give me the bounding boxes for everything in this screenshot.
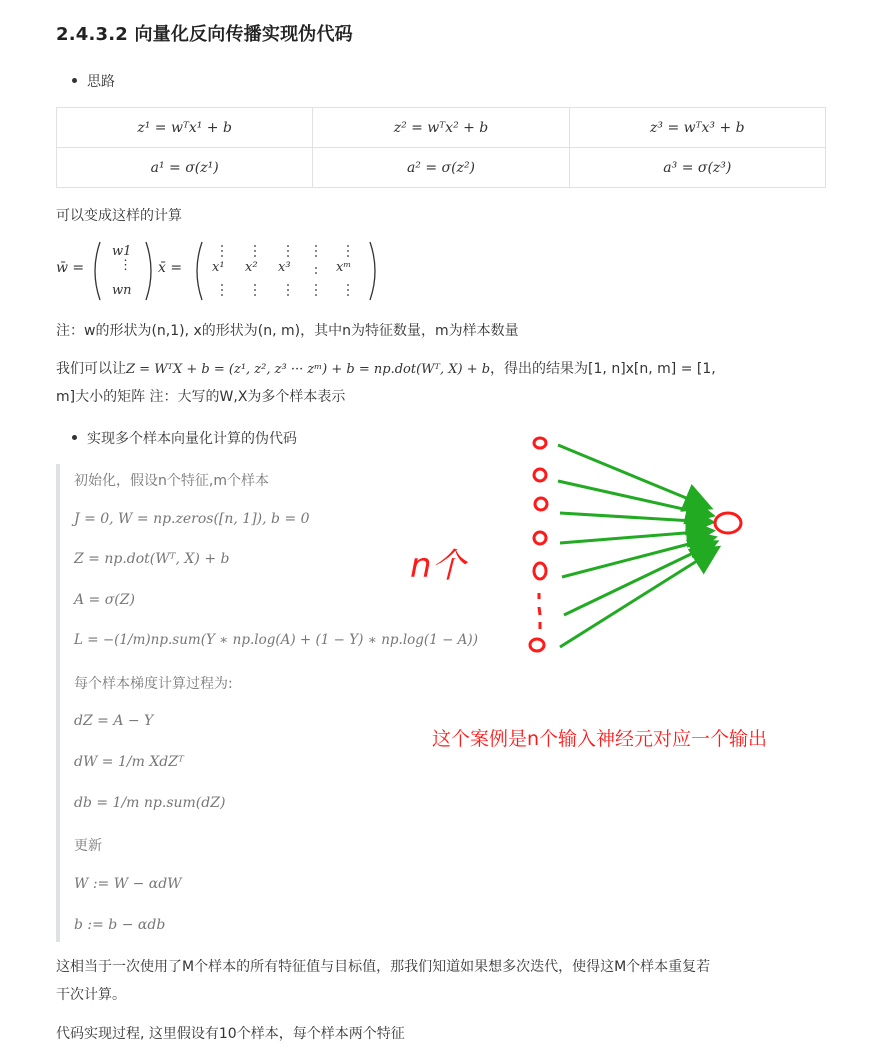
pseudo-line: W := W − αdW bbox=[74, 876, 182, 892]
matrix-w-entry: ⋮ bbox=[119, 258, 132, 273]
para-equiv-line1: 这相当于一次使用了M个样本的所有特征值与目标值，那我们知道如果想多次迭代，使得这M个样本重复若 bbox=[56, 959, 711, 975]
matrix-x-label: x̄ = bbox=[158, 260, 183, 276]
para-z-suffix: ，得出的结果为[1, n]x[n, m] = [1, bbox=[490, 361, 716, 377]
pseudo-grad-heading: 每个样本梯度计算过程为: bbox=[74, 676, 233, 692]
matrix-x-entry: xᵐ bbox=[336, 260, 352, 275]
can-become-text: 可以变成这样的计算 bbox=[56, 208, 182, 224]
pseudo-init: 初始化，假设n个特征,m个样本 bbox=[74, 473, 269, 489]
matrix-x-entry: x² bbox=[245, 260, 258, 275]
arrow-line bbox=[562, 538, 712, 577]
bullet-idea bbox=[72, 71, 115, 91]
arrow-line bbox=[560, 513, 710, 522]
table-cell: a¹ = σ(z¹) bbox=[57, 148, 313, 188]
arrow-line bbox=[564, 543, 714, 615]
table-cell: z¹ = wᵀx¹ + b bbox=[57, 108, 313, 148]
pseudo-update-heading: 更新 bbox=[74, 838, 102, 854]
input-neuron bbox=[530, 639, 544, 651]
matrix-w-entry: wn bbox=[112, 283, 132, 298]
input-neuron bbox=[534, 469, 546, 481]
para-z-prefix: 我们可以让 bbox=[56, 361, 126, 377]
matrix-w-label: w̄ = bbox=[56, 260, 85, 276]
table-row bbox=[57, 148, 826, 188]
input-neuron bbox=[534, 438, 546, 448]
para-z-math: Z = WᵀX + b = (z¹, z², z³ ··· zᵐ) + b = np.dot(Wᵀ, X) + b bbox=[126, 362, 491, 377]
table-row bbox=[57, 108, 826, 148]
table-cell: z² = wᵀx² + b bbox=[313, 108, 569, 148]
pseudo-line: J = 0, W = np.zeros([n, 1]), b = 0 bbox=[74, 511, 310, 527]
arrow-line bbox=[560, 549, 716, 647]
pseudo-line: b := b − αdb bbox=[74, 917, 166, 933]
n-count-annotation: n个 bbox=[410, 546, 466, 586]
table-cell: a² = σ(z²) bbox=[313, 148, 569, 188]
matrix-x-entry: x³ bbox=[278, 260, 291, 275]
para-equiv-line2: 干次计算。 bbox=[56, 987, 126, 1003]
matrix-w-entry: w1 bbox=[112, 244, 132, 259]
bullet-dot-icon bbox=[72, 435, 77, 440]
para-code: 代码实现过程, 这里假设有10个样本，每个样本两个特征 bbox=[56, 1026, 405, 1042]
input-neuron bbox=[534, 532, 546, 544]
pseudo-line: db = 1/m np.sum(dZ) bbox=[74, 795, 226, 811]
pseudo-code-block bbox=[56, 464, 522, 942]
note-shape: 注：w的形状为(n,1), x的形状为(n, m)，其中n为特征数量，m为样本数量 bbox=[56, 323, 519, 339]
equation-table bbox=[56, 107, 826, 188]
bullet-impl-label: 实现多个样本向量化计算的伪代码 bbox=[87, 431, 297, 447]
bullet-dot-icon bbox=[72, 78, 77, 83]
network-annotation-note: 这个案例是n个输入神经元对应一个输出 bbox=[432, 728, 768, 750]
pseudo-line: dW = 1/m XdZᵀ bbox=[74, 754, 184, 770]
neural-network-sketch bbox=[520, 425, 760, 660]
arrow-line bbox=[560, 531, 710, 543]
table-cell: a³ = σ(z³) bbox=[569, 148, 825, 188]
para-z bbox=[56, 358, 716, 381]
table-cell: z³ = wᵀx³ + b bbox=[569, 108, 825, 148]
bullet-impl bbox=[72, 428, 297, 448]
section-heading: 2.4.3.2 向量化反向传播实现伪代码 bbox=[56, 24, 353, 45]
pseudo-line: L = −(1/m)np.sum(Y ∗ np.log(A) + (1 − Y) ∗ np.log(1 − A)) bbox=[74, 632, 478, 648]
ellipsis-dot bbox=[539, 607, 540, 615]
bullet-idea-label: 思路 bbox=[87, 74, 115, 90]
input-neuron bbox=[534, 563, 546, 579]
pseudo-line: dZ = A − Y bbox=[74, 713, 154, 729]
pseudo-line: Z = np.dot(Wᵀ, X) + b bbox=[74, 551, 230, 567]
input-neuron bbox=[535, 498, 547, 510]
pseudo-line: A = σ(Z) bbox=[74, 592, 135, 608]
para-z-line2: m]大小的矩阵 注：大写的W,X为多个样本表示 bbox=[56, 389, 346, 405]
output-neuron bbox=[715, 513, 741, 533]
matrix-formula bbox=[56, 238, 396, 304]
matrix-x-entry: x¹ bbox=[212, 260, 225, 275]
